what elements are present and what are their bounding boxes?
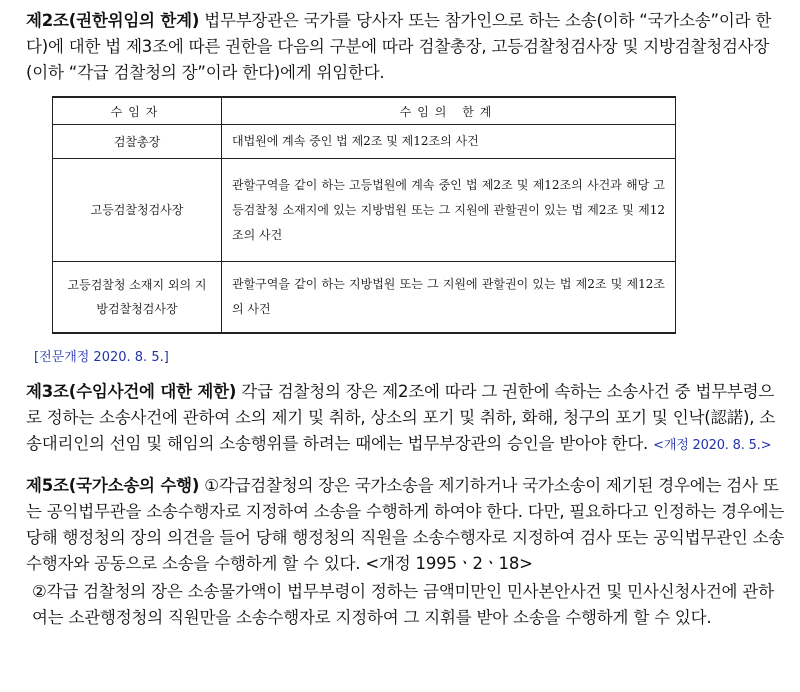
table-row (53, 125, 676, 159)
header-scope: 수임의 한계 (222, 97, 676, 125)
delegate-cell: 검찰총장 (53, 125, 222, 159)
article-5 (26, 473, 786, 577)
article-5-paragraph-1-amendment: <개정 1995ㆍ2ㆍ18> (365, 554, 533, 573)
article-2-title: 제2조(권한위임의 한계) (26, 11, 200, 30)
article-3-body: 각급 검찰청의 장은 제2조에 따라 그 권한에 속하는 소송사건 중 법무부령으로 정하는 소송사건에 관하여 소의 제기 및 취하, 상소의 포기 및 취하, 화해, 청구의 포기 및 인낙(認諾), 소송대리인의 선임 및 해임의 소송행위를 하려는 때에는 법무부장관의 승인을 받아야 한다. (26, 382, 776, 453)
article-3 (26, 379, 786, 459)
delegate-cell: 고등검찰청 소재지 외의 지방검찰청검사장 (53, 262, 222, 334)
scope-cell: 관할구역을 같이 하는 지방법원 또는 그 지원에 관할권이 있는 법 제2조 및 제12조의 사건 (222, 262, 676, 334)
article-2 (26, 8, 786, 86)
article-3-amendment-link[interactable]: <개정 2020. 8. 5.> (653, 438, 772, 453)
delegation-table (52, 96, 676, 334)
article-5-paragraph-1: ①각급검찰청의 장은 국가소송을 제기하거나 국가소송이 제기된 경우에는 검사 또는 공익법무관을 소송수행자로 지정하여 소송을 수행하게 하여야 한다. 다만, 필요하다고 인정하는 경우에는 당해 행정청의 장의 의견을 들어 당해 행정청의 직원을 소송수행자로 지정하여 검사 또는 공익법무관인 소송수행자와 공동으로 소송을 수행하게 할 수 있다. (26, 476, 785, 573)
table-row (53, 262, 676, 334)
article-2-body: 법무부장관은 국가를 당사자 또는 참가인으로 하는 소송(이하 “국가소송”이라 한다)에 대한 법 제3조에 따른 권한을 다음의 구분에 따라 검찰총장, 고등검찰청검사장 및 지방검찰청검사장(이하 “각급 검찰청의 장”이라 한다)에게 위임한다. (26, 11, 772, 82)
scope-cell: 대법원에 계속 중인 법 제2조 및 제12조의 사건 (222, 125, 676, 159)
article-5-title: 제5조(국가소송의 수행) (26, 476, 200, 495)
article-5-paragraph-2: ②각급 검찰청의 장은 소송물가액이 법무부령이 정하는 금액미만인 민사본안사건 및 민사신청사건에 관하여는 소관행정청의 직원만을 소송수행자로 지정하여 그 지휘를 받아 소송을 수행하게 할 수 있다. (32, 582, 774, 627)
scope-cell: 관할구역을 같이 하는 고등법원에 계속 중인 법 제2조 및 제12조의 사건과 해당 고등검찰청 소재지에 있는 지방법원 또는 그 지원에 관할권이 있는 법 제2조 및 제12조의 사건 (222, 159, 676, 262)
article-2-amendment-link[interactable]: [전문개정 2020. 8. 5.] (34, 350, 169, 365)
table-header-row (53, 97, 676, 125)
delegate-cell: 고등검찰청검사장 (53, 159, 222, 262)
article-3-title: 제3조(수임사건에 대한 제한) (26, 382, 237, 401)
header-delegate: 수임자 (53, 97, 222, 125)
table-row (53, 159, 676, 262)
